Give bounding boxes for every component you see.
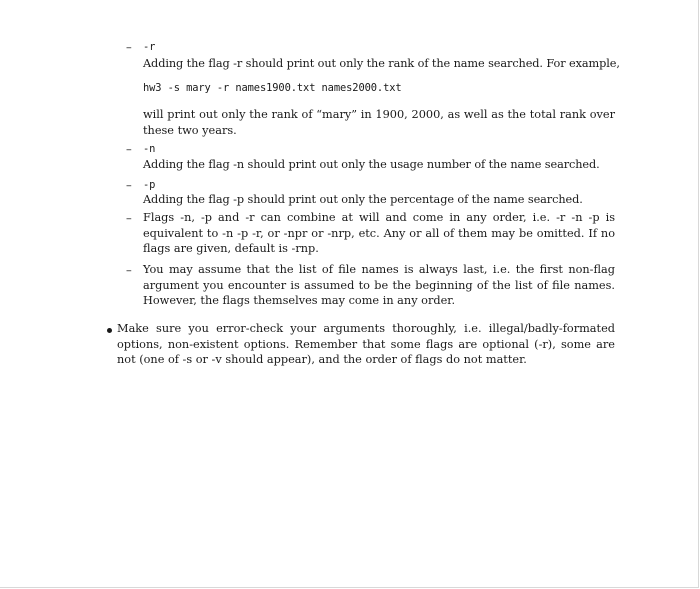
- error-check-note: Make sure you error-check your arguments thoroughly, i.e. illegal/badly-formated options, non-existent options. Remember that some flags are optional (-r), some are not (one of -s or -v should appear), and the order of flags do not matter.: [117, 322, 615, 367]
- bullet-icon: [107, 328, 112, 333]
- flag-r-example-explanation: will print out only the rank of “mary” in 1900, 2000, as well as the total rank over these two years.: [143, 108, 615, 137]
- flag-p-description: Adding the flag -p should print out only the percentage of the name searched.: [143, 193, 583, 206]
- dash-marker: –: [126, 178, 132, 192]
- dash-marker: –: [126, 142, 132, 156]
- flag-r-description: Adding the flag -r should print out only the rank of the name searched. For example,: [143, 57, 620, 70]
- flag-n-description: Adding the flag -n should print out only the usage number of the name searched.: [143, 158, 600, 171]
- flag-r-example-command: hw3 -s mary -r names1900.txt names2000.txt: [143, 82, 402, 94]
- flag-p-name: -p: [143, 179, 156, 191]
- flag-r-name: -r: [143, 41, 156, 53]
- dash-marker: –: [126, 40, 132, 54]
- dash-marker: –: [126, 263, 132, 277]
- flag-combination-note: Flags -n, -p and -r can combine at will and come in any order, i.e. -r -n -p is equivalent to -n -p -r, or -npr or -nrp, etc. Any or all of them may be omitted. If no flags are given, default is -rnp.: [143, 211, 615, 256]
- flag-n-name: -n: [143, 143, 156, 155]
- file-list-note: You may assume that the list of file names is always last, i.e. the first non-flag argument you encounter is assumed to be the beginning of the list of file names. However, the flags themselves may come in any order.: [143, 263, 615, 308]
- dash-marker: –: [126, 211, 132, 225]
